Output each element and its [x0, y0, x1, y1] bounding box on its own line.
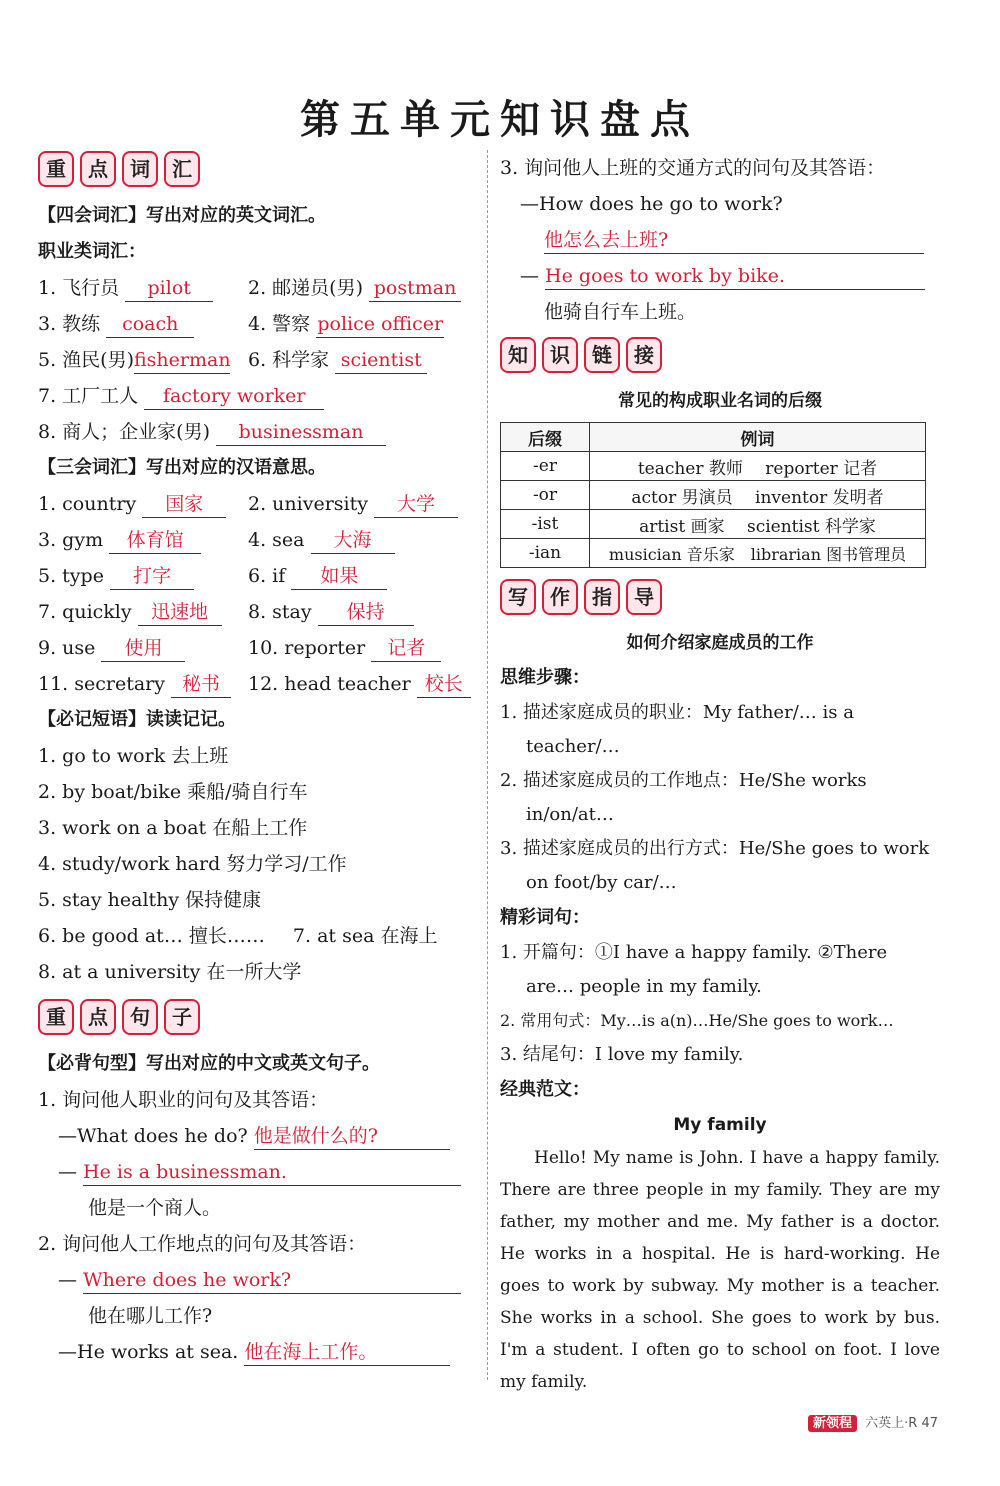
- sentence-row: [500, 258, 940, 294]
- table-header: 后缀: [501, 423, 590, 452]
- sentence-answer: He is a businessman.: [83, 1159, 461, 1186]
- phrase-item: 5. stay healthy 保持健康: [38, 889, 262, 911]
- vocab-question: 9. use: [38, 637, 96, 659]
- page-title: 第五单元知识盘点: [300, 97, 700, 143]
- badge-char: 重: [38, 999, 74, 1035]
- book-code: 六英上·R: [865, 1416, 918, 1431]
- step-item: 1. 描述家庭成员的职业：My father/… is a teacher/…: [500, 702, 854, 757]
- sentence-translation: 他是一个商人。: [88, 1197, 222, 1219]
- table-row: [501, 539, 926, 568]
- badge-char: 重: [38, 151, 74, 187]
- suffix-table: [500, 422, 926, 568]
- sentence-answer: 他是做什么的?: [254, 1123, 450, 1150]
- sentence-answer: 他在海上工作。: [244, 1339, 450, 1366]
- vocab-question: 7. quickly: [38, 601, 132, 623]
- table-row: [501, 452, 926, 481]
- sentence-translation: 他骑自行车上班。: [544, 301, 697, 323]
- vocab-answer: businessman: [216, 419, 386, 446]
- sample-text: Hello! My name is John. I have a happy family. There are three people in my family. They are my father, my mother and me. My father is a doctor. He works in a hospital. He is hard-working. He goes to work by subway. My mother is a teacher. She works in a school. She goes to work by bus. I'm a student. I often go to school on foot. I love my family.: [500, 1148, 940, 1392]
- sentence-translation: 他在哪儿工作?: [88, 1305, 213, 1327]
- vocab-question: 2. 邮递员(男): [248, 277, 363, 299]
- vocab-question: 8. 商人；企业家(男): [38, 421, 210, 443]
- vocab-question: 4. 警察: [248, 313, 311, 335]
- suffix-table-title: 常见的构成职业名词的后缀: [618, 391, 822, 411]
- step-item: 3. 描述家庭成员的出行方式：He/She goes to work on foot/by car/…: [500, 838, 930, 893]
- vocab-answer: scientist: [335, 347, 427, 374]
- vocab-question: 11. secretary: [38, 673, 165, 695]
- vocab-answer: 使用: [101, 635, 185, 662]
- four-skill-subheading: 职业类词汇：: [38, 241, 146, 262]
- phrase-item: 3. 结尾句：I love my family.: [500, 1044, 744, 1065]
- phrases-heading: 【必记短语】读读记记。: [38, 709, 236, 730]
- badge-char: 词: [122, 151, 158, 187]
- table-cell: actor 男演员 inventor 发明者: [590, 481, 926, 510]
- three-skill-heading: 【三会词汇】写出对应的汉语意思。: [38, 457, 326, 478]
- badge-writing-guide: [500, 578, 940, 616]
- phrases-heading: 精彩词句：: [500, 907, 590, 928]
- vocab-question: 3. 教练: [38, 313, 101, 335]
- badge-char: 知: [500, 337, 536, 373]
- table-cell: -or: [501, 481, 590, 510]
- vocab-answer: 大学: [374, 491, 458, 518]
- phrase-item: 8. at a university 在一所大学: [38, 961, 302, 983]
- phrase-item: 3. work on a boat 在船上工作: [38, 817, 308, 839]
- badge-char: 链: [584, 337, 620, 373]
- table-header-row: [501, 423, 926, 452]
- vocab-row: [38, 270, 478, 306]
- badge-char: 写: [500, 579, 536, 615]
- four-skill-heading: 【四会词汇】写出对应的英文词汇。: [38, 205, 326, 226]
- vocab-answer: 打字: [110, 563, 194, 590]
- vocab-row: [38, 306, 478, 342]
- writing-title: 如何介绍家庭成员的工作: [626, 633, 814, 653]
- vocab-row: [38, 522, 478, 558]
- vocab-question: 7. 工厂工人: [38, 385, 139, 407]
- badge-key-words: [38, 150, 478, 188]
- vocab-row: [38, 594, 478, 630]
- sentence-row: [38, 1118, 478, 1154]
- sentence-text: —How does he go to work?: [520, 193, 783, 215]
- badge-knowledge-link: [500, 336, 940, 374]
- sample-heading: 经典范文：: [500, 1079, 590, 1100]
- vocab-row: [38, 378, 478, 414]
- vocab-answer: factory worker: [144, 383, 324, 410]
- badge-char: 导: [626, 579, 662, 615]
- dash: —: [58, 1269, 77, 1291]
- right-column: [500, 150, 940, 1398]
- table-cell: teacher 教师 reporter 记者: [590, 452, 926, 481]
- brand-logo: 新领程: [808, 1415, 857, 1432]
- sentence-q3-title: 3. 询问他人上班的交通方式的问句及其答语：: [500, 157, 886, 179]
- vocab-question: 6. if: [248, 565, 286, 587]
- vocab-answer: 国家: [142, 491, 226, 518]
- phrase-item: 6. be good at… 擅长……: [38, 925, 265, 947]
- vocab-question: 2. university: [248, 493, 368, 515]
- badge-key-sentences: [38, 998, 478, 1036]
- vocab-question: 3. gym: [38, 529, 104, 551]
- phrase-item: 7. at sea 在海上: [292, 925, 438, 947]
- dash: —: [520, 265, 539, 287]
- sentence-answer: 他怎么去上班?: [544, 227, 924, 254]
- badge-char: 子: [164, 999, 200, 1035]
- badge-char: 指: [584, 579, 620, 615]
- vocab-question: 12. head teacher: [248, 673, 411, 695]
- sentence-row: [38, 1262, 478, 1298]
- sentence-row: [500, 222, 940, 258]
- vocab-answer: 体育馆: [109, 527, 201, 554]
- badge-char: 点: [80, 151, 116, 187]
- page-footer: [808, 1412, 938, 1431]
- dash: —: [58, 1161, 77, 1183]
- vocab-question: 5. type: [38, 565, 104, 587]
- vocab-answer: 大海: [311, 527, 395, 554]
- table-cell: -er: [501, 452, 590, 481]
- sentence-q2-title: 2. 询问他人工作地点的问句及其答语：: [38, 1233, 367, 1255]
- phrase-item: 2. by boat/bike 乘船/骑自行车: [38, 781, 308, 803]
- vocab-answer: 秘书: [171, 671, 231, 698]
- sentence-answer: He goes to work by bike.: [545, 263, 925, 290]
- vocab-answer: postman: [369, 275, 461, 302]
- badge-char: 点: [80, 999, 116, 1035]
- vocab-row: [38, 342, 478, 378]
- badge-char: 作: [542, 579, 578, 615]
- left-column: [38, 150, 478, 1370]
- vocab-answer: 保持: [318, 599, 414, 626]
- sentence-text: —He works at sea.: [58, 1341, 239, 1363]
- sentence-text: —What does he do?: [58, 1125, 248, 1147]
- vocab-question: 4. sea: [248, 529, 305, 551]
- vocab-question: 1. country: [38, 493, 137, 515]
- steps-heading: 思维步骤：: [500, 667, 590, 688]
- vocab-answer: fisherman: [134, 347, 230, 374]
- phrase-item: 1. 开篇句：①I have a happy family. ②There are… people in my family.: [500, 942, 888, 997]
- sample-title: My family: [673, 1115, 767, 1135]
- vocab-row: [38, 414, 478, 450]
- sentence-row: [38, 1334, 478, 1370]
- table-row: [501, 510, 926, 539]
- badge-char: 接: [626, 337, 662, 373]
- vocab-question: 5. 渔民(男): [38, 349, 134, 371]
- vocab-answer: 如果: [291, 563, 387, 590]
- phrase-item: 1. go to work 去上班: [38, 745, 229, 767]
- table-cell: -ian: [501, 539, 590, 568]
- vocab-answer: pilot: [125, 275, 213, 302]
- vocab-answer: 迅速地: [138, 599, 222, 626]
- vocab-row: [38, 630, 478, 666]
- vocab-answer: 记者: [371, 635, 441, 662]
- phrase-item: 4. study/work hard 努力学习/工作: [38, 853, 347, 875]
- table-cell: -ist: [501, 510, 590, 539]
- sentence-answer: Where does he work?: [83, 1267, 461, 1294]
- vocab-answer: coach: [106, 311, 194, 338]
- table-header: 例词: [590, 423, 926, 452]
- vocab-question: 8. stay: [248, 601, 312, 623]
- badge-char: 识: [542, 337, 578, 373]
- table-row: [501, 481, 926, 510]
- vocab-answer: police officer: [316, 311, 444, 338]
- table-cell: artist 画家 scientist 科学家: [590, 510, 926, 539]
- sentence-q1-title: 1. 询问他人职业的问句及其答语：: [38, 1089, 329, 1111]
- column-divider: [487, 150, 488, 1380]
- page-number: 47: [921, 1416, 938, 1431]
- badge-char: 汇: [164, 151, 200, 187]
- badge-char: 句: [122, 999, 158, 1035]
- vocab-row: [38, 558, 478, 594]
- vocab-question: 6. 科学家: [248, 349, 330, 371]
- vocab-question: 10. reporter: [248, 637, 366, 659]
- vocab-answer: 校长: [417, 671, 471, 698]
- sentence-row: [38, 1154, 478, 1190]
- vocab-question: 1. 飞行员: [38, 277, 120, 299]
- phrase-item: 2. 常用句式：My…is a(n)…He/She goes to work…: [500, 1011, 894, 1030]
- table-cell: musician 音乐家 librarian 图书管理员: [590, 539, 926, 568]
- sentences-heading: 【必背句型】写出对应的中文或英文句子。: [38, 1053, 380, 1074]
- vocab-row: [38, 486, 478, 522]
- step-item: 2. 描述家庭成员的工作地点：He/She works in/on/at…: [500, 770, 867, 825]
- phrase-row: [38, 918, 478, 954]
- vocab-row: [38, 666, 478, 702]
